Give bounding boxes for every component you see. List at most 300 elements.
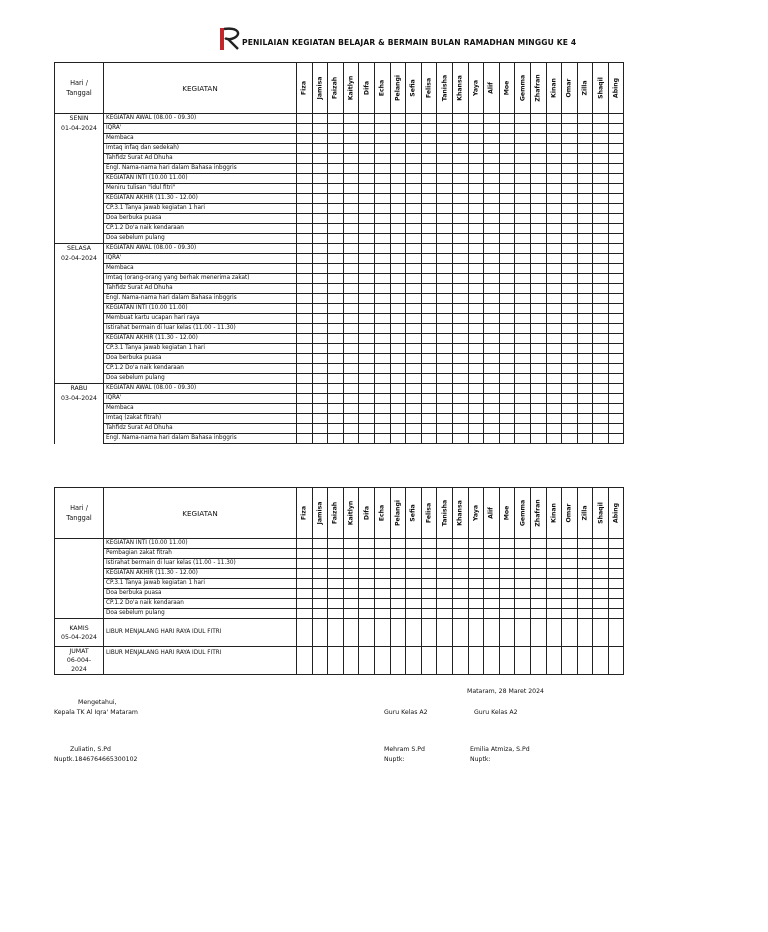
score-cell[interactable] (452, 174, 468, 184)
score-cell[interactable] (390, 294, 406, 304)
score-cell[interactable] (484, 414, 500, 424)
score-cell[interactable] (484, 224, 500, 234)
score-cell[interactable] (359, 384, 375, 394)
score-cell[interactable] (499, 394, 515, 404)
score-cell[interactable] (437, 324, 453, 334)
score-cell[interactable] (312, 174, 328, 184)
score-cell[interactable] (608, 144, 624, 154)
score-cell[interactable] (593, 374, 609, 384)
score-cell[interactable] (546, 264, 562, 274)
score-cell[interactable] (577, 194, 593, 204)
score-cell[interactable] (343, 254, 359, 264)
score-cell[interactable] (390, 569, 406, 579)
score-cell[interactable] (452, 314, 468, 324)
score-cell[interactable] (562, 344, 578, 354)
score-cell[interactable] (515, 264, 531, 274)
score-cell[interactable] (452, 134, 468, 144)
score-cell[interactable] (515, 174, 531, 184)
score-cell[interactable] (328, 414, 344, 424)
score-cell[interactable] (452, 569, 468, 579)
score-cell[interactable] (562, 164, 578, 174)
score-cell[interactable] (546, 324, 562, 334)
score-cell[interactable] (468, 114, 484, 124)
score-cell[interactable] (328, 579, 344, 589)
score-cell[interactable] (530, 344, 546, 354)
score-cell[interactable] (297, 374, 313, 384)
score-cell[interactable] (343, 434, 359, 444)
score-cell[interactable] (437, 224, 453, 234)
score-cell[interactable] (328, 647, 344, 675)
score-cell[interactable] (297, 599, 313, 609)
score-cell[interactable] (406, 144, 422, 154)
score-cell[interactable] (484, 234, 500, 244)
score-cell[interactable] (390, 579, 406, 589)
score-cell[interactable] (608, 204, 624, 214)
score-cell[interactable] (484, 324, 500, 334)
score-cell[interactable] (421, 324, 437, 334)
score-cell[interactable] (374, 414, 390, 424)
score-cell[interactable] (484, 334, 500, 344)
score-cell[interactable] (499, 234, 515, 244)
score-cell[interactable] (437, 364, 453, 374)
score-cell[interactable] (608, 254, 624, 264)
score-cell[interactable] (577, 234, 593, 244)
score-cell[interactable] (437, 274, 453, 284)
score-cell[interactable] (437, 154, 453, 164)
score-cell[interactable] (343, 134, 359, 144)
score-cell[interactable] (406, 404, 422, 414)
score-cell[interactable] (343, 384, 359, 394)
score-cell[interactable] (593, 609, 609, 619)
score-cell[interactable] (608, 184, 624, 194)
score-cell[interactable] (530, 424, 546, 434)
score-cell[interactable] (593, 164, 609, 174)
score-cell[interactable] (328, 154, 344, 164)
score-cell[interactable] (343, 164, 359, 174)
score-cell[interactable] (546, 144, 562, 154)
score-cell[interactable] (343, 214, 359, 224)
score-cell[interactable] (374, 184, 390, 194)
score-cell[interactable] (452, 354, 468, 364)
score-cell[interactable] (608, 579, 624, 589)
score-cell[interactable] (468, 324, 484, 334)
score-cell[interactable] (406, 314, 422, 324)
score-cell[interactable] (452, 647, 468, 675)
score-cell[interactable] (390, 384, 406, 394)
score-cell[interactable] (515, 244, 531, 254)
score-cell[interactable] (593, 304, 609, 314)
score-cell[interactable] (515, 609, 531, 619)
score-cell[interactable] (530, 244, 546, 254)
score-cell[interactable] (312, 434, 328, 444)
score-cell[interactable] (546, 274, 562, 284)
score-cell[interactable] (390, 619, 406, 647)
score-cell[interactable] (468, 404, 484, 414)
score-cell[interactable] (546, 244, 562, 254)
score-cell[interactable] (577, 569, 593, 579)
score-cell[interactable] (406, 244, 422, 254)
score-cell[interactable] (468, 599, 484, 609)
score-cell[interactable] (406, 364, 422, 374)
score-cell[interactable] (530, 284, 546, 294)
score-cell[interactable] (499, 324, 515, 334)
score-cell[interactable] (468, 254, 484, 264)
score-cell[interactable] (484, 174, 500, 184)
score-cell[interactable] (374, 204, 390, 214)
score-cell[interactable] (328, 164, 344, 174)
score-cell[interactable] (390, 204, 406, 214)
score-cell[interactable] (437, 414, 453, 424)
score-cell[interactable] (515, 539, 531, 549)
score-cell[interactable] (452, 304, 468, 314)
score-cell[interactable] (515, 164, 531, 174)
score-cell[interactable] (577, 224, 593, 234)
score-cell[interactable] (359, 539, 375, 549)
score-cell[interactable] (359, 224, 375, 234)
score-cell[interactable] (608, 394, 624, 404)
score-cell[interactable] (421, 364, 437, 374)
score-cell[interactable] (437, 374, 453, 384)
score-cell[interactable] (499, 549, 515, 559)
score-cell[interactable] (530, 294, 546, 304)
score-cell[interactable] (359, 124, 375, 134)
score-cell[interactable] (437, 204, 453, 214)
score-cell[interactable] (608, 609, 624, 619)
score-cell[interactable] (452, 324, 468, 334)
score-cell[interactable] (437, 314, 453, 324)
score-cell[interactable] (390, 214, 406, 224)
score-cell[interactable] (437, 599, 453, 609)
score-cell[interactable] (608, 354, 624, 364)
score-cell[interactable] (515, 354, 531, 364)
score-cell[interactable] (515, 434, 531, 444)
score-cell[interactable] (390, 434, 406, 444)
score-cell[interactable] (359, 334, 375, 344)
score-cell[interactable] (390, 164, 406, 174)
score-cell[interactable] (297, 404, 313, 414)
score-cell[interactable] (328, 144, 344, 154)
score-cell[interactable] (312, 354, 328, 364)
score-cell[interactable] (468, 294, 484, 304)
score-cell[interactable] (499, 404, 515, 414)
score-cell[interactable] (374, 214, 390, 224)
score-cell[interactable] (577, 354, 593, 364)
score-cell[interactable] (499, 204, 515, 214)
score-cell[interactable] (297, 539, 313, 549)
score-cell[interactable] (546, 114, 562, 124)
score-cell[interactable] (452, 194, 468, 204)
score-cell[interactable] (297, 364, 313, 374)
score-cell[interactable] (359, 134, 375, 144)
score-cell[interactable] (328, 114, 344, 124)
score-cell[interactable] (328, 134, 344, 144)
score-cell[interactable] (374, 647, 390, 675)
score-cell[interactable] (577, 609, 593, 619)
score-cell[interactable] (562, 124, 578, 134)
score-cell[interactable] (593, 274, 609, 284)
score-cell[interactable] (562, 599, 578, 609)
score-cell[interactable] (437, 144, 453, 154)
score-cell[interactable] (328, 234, 344, 244)
score-cell[interactable] (437, 244, 453, 254)
score-cell[interactable] (484, 134, 500, 144)
score-cell[interactable] (437, 134, 453, 144)
score-cell[interactable] (359, 194, 375, 204)
score-cell[interactable] (359, 404, 375, 414)
score-cell[interactable] (359, 184, 375, 194)
score-cell[interactable] (297, 154, 313, 164)
score-cell[interactable] (499, 264, 515, 274)
score-cell[interactable] (312, 124, 328, 134)
score-cell[interactable] (312, 114, 328, 124)
score-cell[interactable] (593, 424, 609, 434)
score-cell[interactable] (359, 354, 375, 364)
score-cell[interactable] (515, 144, 531, 154)
score-cell[interactable] (406, 569, 422, 579)
score-cell[interactable] (437, 334, 453, 344)
score-cell[interactable] (608, 344, 624, 354)
score-cell[interactable] (421, 414, 437, 424)
score-cell[interactable] (328, 244, 344, 254)
score-cell[interactable] (297, 224, 313, 234)
score-cell[interactable] (421, 144, 437, 154)
score-cell[interactable] (421, 599, 437, 609)
score-cell[interactable] (484, 364, 500, 374)
score-cell[interactable] (608, 424, 624, 434)
score-cell[interactable] (593, 284, 609, 294)
score-cell[interactable] (343, 284, 359, 294)
score-cell[interactable] (421, 354, 437, 364)
score-cell[interactable] (546, 394, 562, 404)
score-cell[interactable] (374, 154, 390, 164)
score-cell[interactable] (515, 274, 531, 284)
score-cell[interactable] (406, 414, 422, 424)
score-cell[interactable] (499, 244, 515, 254)
score-cell[interactable] (374, 404, 390, 414)
score-cell[interactable] (297, 314, 313, 324)
score-cell[interactable] (343, 559, 359, 569)
score-cell[interactable] (593, 204, 609, 214)
score-cell[interactable] (499, 374, 515, 384)
score-cell[interactable] (577, 244, 593, 254)
score-cell[interactable] (515, 414, 531, 424)
score-cell[interactable] (515, 374, 531, 384)
score-cell[interactable] (499, 647, 515, 675)
score-cell[interactable] (452, 404, 468, 414)
score-cell[interactable] (562, 549, 578, 559)
score-cell[interactable] (484, 539, 500, 549)
score-cell[interactable] (546, 314, 562, 324)
score-cell[interactable] (359, 304, 375, 314)
score-cell[interactable] (390, 334, 406, 344)
score-cell[interactable] (546, 184, 562, 194)
score-cell[interactable] (359, 164, 375, 174)
score-cell[interactable] (499, 224, 515, 234)
score-cell[interactable] (390, 184, 406, 194)
score-cell[interactable] (530, 404, 546, 414)
score-cell[interactable] (406, 224, 422, 234)
score-cell[interactable] (406, 424, 422, 434)
score-cell[interactable] (468, 414, 484, 424)
score-cell[interactable] (312, 204, 328, 214)
score-cell[interactable] (499, 599, 515, 609)
score-cell[interactable] (437, 264, 453, 274)
score-cell[interactable] (468, 184, 484, 194)
score-cell[interactable] (421, 194, 437, 204)
score-cell[interactable] (390, 264, 406, 274)
score-cell[interactable] (406, 549, 422, 559)
score-cell[interactable] (608, 647, 624, 675)
score-cell[interactable] (530, 364, 546, 374)
score-cell[interactable] (468, 144, 484, 154)
score-cell[interactable] (452, 609, 468, 619)
score-cell[interactable] (484, 114, 500, 124)
score-cell[interactable] (468, 569, 484, 579)
score-cell[interactable] (484, 294, 500, 304)
score-cell[interactable] (343, 579, 359, 589)
score-cell[interactable] (546, 354, 562, 364)
score-cell[interactable] (343, 414, 359, 424)
score-cell[interactable] (343, 154, 359, 164)
score-cell[interactable] (593, 254, 609, 264)
score-cell[interactable] (406, 154, 422, 164)
score-cell[interactable] (593, 394, 609, 404)
score-cell[interactable] (406, 194, 422, 204)
score-cell[interactable] (484, 434, 500, 444)
score-cell[interactable] (390, 599, 406, 609)
score-cell[interactable] (608, 234, 624, 244)
score-cell[interactable] (328, 264, 344, 274)
score-cell[interactable] (499, 174, 515, 184)
score-cell[interactable] (421, 619, 437, 647)
score-cell[interactable] (484, 404, 500, 414)
score-cell[interactable] (297, 254, 313, 264)
score-cell[interactable] (608, 324, 624, 334)
score-cell[interactable] (297, 434, 313, 444)
score-cell[interactable] (421, 374, 437, 384)
score-cell[interactable] (577, 424, 593, 434)
score-cell[interactable] (328, 404, 344, 414)
score-cell[interactable] (577, 204, 593, 214)
score-cell[interactable] (297, 569, 313, 579)
score-cell[interactable] (515, 114, 531, 124)
score-cell[interactable] (530, 334, 546, 344)
score-cell[interactable] (343, 194, 359, 204)
score-cell[interactable] (593, 264, 609, 274)
score-cell[interactable] (546, 414, 562, 424)
score-cell[interactable] (437, 589, 453, 599)
score-cell[interactable] (499, 124, 515, 134)
score-cell[interactable] (468, 354, 484, 364)
score-cell[interactable] (297, 579, 313, 589)
score-cell[interactable] (452, 114, 468, 124)
score-cell[interactable] (515, 254, 531, 264)
score-cell[interactable] (374, 324, 390, 334)
score-cell[interactable] (297, 334, 313, 344)
score-cell[interactable] (452, 539, 468, 549)
score-cell[interactable] (312, 619, 328, 647)
score-cell[interactable] (530, 204, 546, 214)
score-cell[interactable] (328, 384, 344, 394)
score-cell[interactable] (484, 304, 500, 314)
score-cell[interactable] (343, 619, 359, 647)
score-cell[interactable] (359, 589, 375, 599)
score-cell[interactable] (359, 569, 375, 579)
score-cell[interactable] (421, 314, 437, 324)
score-cell[interactable] (328, 314, 344, 324)
score-cell[interactable] (374, 364, 390, 374)
score-cell[interactable] (562, 214, 578, 224)
score-cell[interactable] (390, 144, 406, 154)
score-cell[interactable] (437, 234, 453, 244)
score-cell[interactable] (608, 374, 624, 384)
score-cell[interactable] (421, 434, 437, 444)
score-cell[interactable] (546, 619, 562, 647)
score-cell[interactable] (577, 334, 593, 344)
score-cell[interactable] (499, 254, 515, 264)
score-cell[interactable] (297, 609, 313, 619)
score-cell[interactable] (546, 579, 562, 589)
score-cell[interactable] (343, 344, 359, 354)
score-cell[interactable] (312, 404, 328, 414)
score-cell[interactable] (343, 539, 359, 549)
score-cell[interactable] (421, 284, 437, 294)
score-cell[interactable] (546, 124, 562, 134)
score-cell[interactable] (359, 344, 375, 354)
score-cell[interactable] (328, 364, 344, 374)
score-cell[interactable] (343, 324, 359, 334)
score-cell[interactable] (312, 254, 328, 264)
score-cell[interactable] (499, 619, 515, 647)
score-cell[interactable] (530, 154, 546, 164)
score-cell[interactable] (562, 224, 578, 234)
score-cell[interactable] (577, 144, 593, 154)
score-cell[interactable] (562, 284, 578, 294)
score-cell[interactable] (499, 589, 515, 599)
score-cell[interactable] (546, 214, 562, 224)
score-cell[interactable] (421, 224, 437, 234)
score-cell[interactable] (593, 619, 609, 647)
score-cell[interactable] (359, 244, 375, 254)
score-cell[interactable] (390, 174, 406, 184)
score-cell[interactable] (390, 539, 406, 549)
score-cell[interactable] (328, 284, 344, 294)
score-cell[interactable] (328, 609, 344, 619)
score-cell[interactable] (406, 579, 422, 589)
score-cell[interactable] (577, 549, 593, 559)
score-cell[interactable] (608, 619, 624, 647)
score-cell[interactable] (421, 154, 437, 164)
score-cell[interactable] (452, 344, 468, 354)
score-cell[interactable] (484, 214, 500, 224)
score-cell[interactable] (359, 647, 375, 675)
score-cell[interactable] (608, 124, 624, 134)
score-cell[interactable] (390, 154, 406, 164)
score-cell[interactable] (484, 254, 500, 264)
score-cell[interactable] (499, 364, 515, 374)
score-cell[interactable] (406, 354, 422, 364)
score-cell[interactable] (562, 354, 578, 364)
score-cell[interactable] (562, 294, 578, 304)
score-cell[interactable] (484, 184, 500, 194)
score-cell[interactable] (608, 589, 624, 599)
score-cell[interactable] (421, 214, 437, 224)
score-cell[interactable] (468, 134, 484, 144)
score-cell[interactable] (530, 589, 546, 599)
score-cell[interactable] (406, 619, 422, 647)
score-cell[interactable] (546, 194, 562, 204)
score-cell[interactable] (593, 174, 609, 184)
